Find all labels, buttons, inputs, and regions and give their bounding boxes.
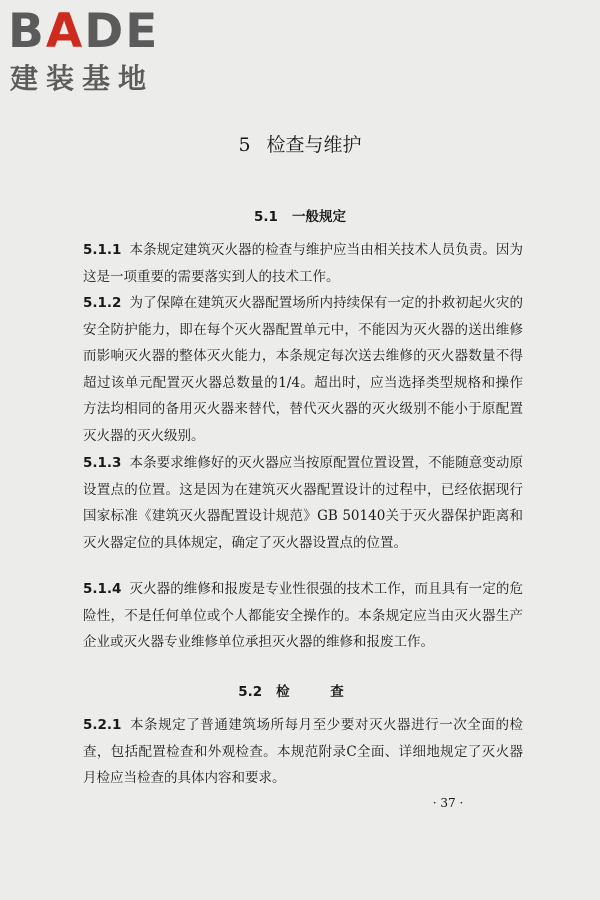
- section-title-general: [0, 207, 600, 227]
- clause-paragraph: [83, 712, 523, 792]
- clause-paragraph: [83, 576, 523, 656]
- clause-number: 5.1.3: [83, 455, 122, 471]
- clause-paragraph: [83, 450, 523, 556]
- bade-watermark-logo: [8, 4, 178, 99]
- clause-paragraph: [83, 290, 523, 450]
- clause-text: 灭火器的维修和报废是专业性很强的技术工作，而且具有一定的危险性，不是任何单位或个人都能安全操作的。本条规定应当由灭火器生产企业或灭火器专业维修单位承担灭火器的维修和报废工作。: [83, 581, 523, 651]
- logo-accent-letter: A: [45, 4, 85, 59]
- clause-text: 为了保障在建筑灭火器配置场所内持续保有一定的扑救初起火灾的安全防护能力，即在每个灭火器配置单元中，不能因为灭火器的送出维修而影响灭火器的整体灭火能力，本条规定每次送去维修的灭火器数量不得超过该单元配置灭火器总数量的1/4。超出时，应当选择类型规格和操作方法均相同的备用灭火器来替代，替代灭火器的灭火级别不能小于原配置灭火器的灭火级别。: [83, 295, 523, 444]
- clause-text: 本条规定了普通建筑场所每月至少要对灭火器进行一次全面的检查，包括配置检查和外观检查。本规范附录C全面、详细地规定了灭火器月检应当检查的具体内容和要求。: [83, 717, 523, 787]
- section-title-text: 一般规定: [291, 209, 346, 225]
- section-title-inspection: [0, 682, 600, 702]
- clause-text: 本条规定建筑灭火器的检查与维护应当由相关技术人员负责。因为这是一项重要的需要落实到人的技术工作。: [83, 242, 523, 285]
- clause-number: 5.1.1: [83, 242, 122, 258]
- logo-subtitle: 建装基地: [10, 62, 155, 95]
- chapter-number: 5: [238, 134, 251, 156]
- section-number: 5.1: [254, 209, 278, 225]
- section-number: 5.2: [238, 684, 263, 700]
- page-number: · 37 ·: [432, 796, 464, 810]
- section-title-text: 检 查: [276, 684, 362, 700]
- logo-wordmark: BADE: [8, 4, 160, 59]
- chapter-title-text: 检查与维护: [266, 134, 362, 156]
- clause-number: 5.2.1: [83, 717, 122, 733]
- clause-paragraph: [83, 237, 523, 290]
- clause-number: 5.1.4: [83, 581, 122, 597]
- clause-number: 5.1.2: [83, 295, 122, 311]
- chapter-title: [0, 132, 600, 158]
- clause-text: 本条要求维修好的灭火器应当按原配置位置设置，不能随意变动原设置点的位置。这是因为在建筑灭火器配置设计的过程中，已经依据现行国家标准《建筑灭火器配置设计规范》GB 50140关于灭火器保护距离和灭火器定位的具体规定，确定了灭火器设置点的位置。: [83, 455, 523, 551]
